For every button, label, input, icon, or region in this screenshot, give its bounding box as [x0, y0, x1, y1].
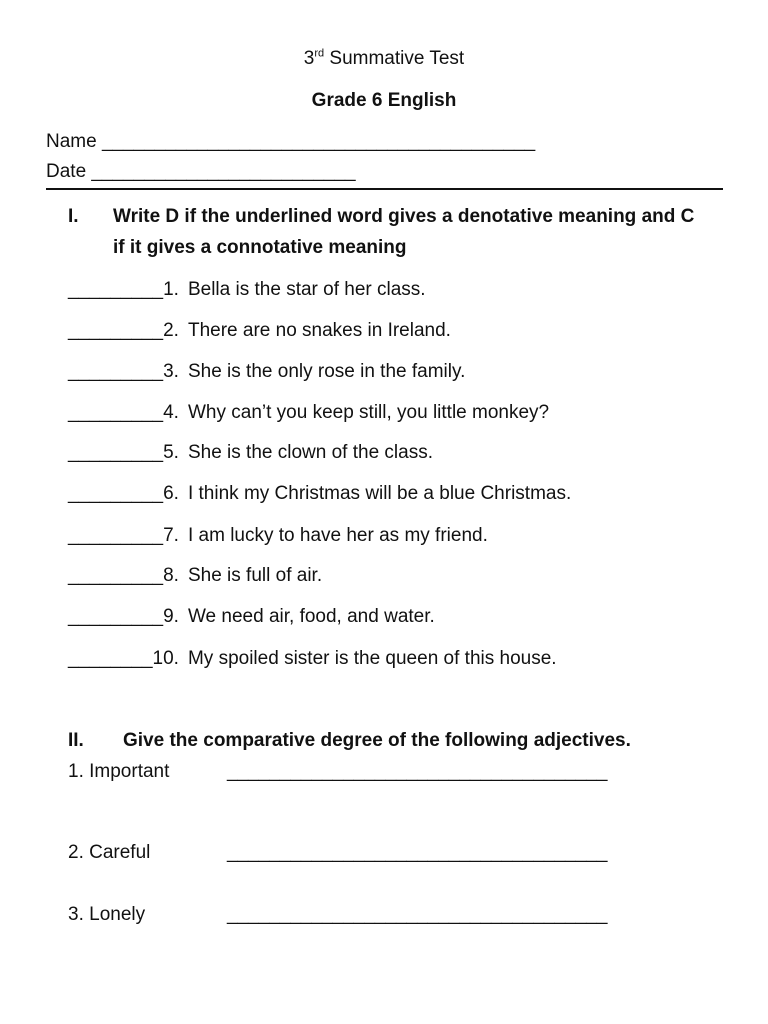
item-number: 1.: [163, 279, 179, 300]
name-line: _________________________________________: [101, 131, 536, 152]
answer-blank: _________: [68, 361, 164, 382]
date-line: _________________________: [91, 161, 356, 182]
item-text: We need air, food, and water.: [187, 606, 435, 627]
item-text: She is the clown of the class.: [187, 442, 433, 463]
title-number: 3: [303, 48, 315, 69]
adjective-item: [68, 904, 628, 928]
item-number: 7.: [163, 525, 179, 546]
section1-item: [68, 279, 426, 301]
item-number: 4.: [163, 402, 179, 423]
answer-line: ____________________________________: [227, 904, 608, 925]
adjective-item: [68, 761, 628, 785]
section1-item: [68, 361, 465, 383]
item-text: My spoiled sister is the queen of this house.: [187, 648, 557, 669]
answer-blank: ________: [68, 648, 153, 669]
answer-blank: _________: [68, 442, 164, 463]
name-field: [46, 131, 535, 153]
item-number: 9.: [163, 606, 179, 627]
item-text: She is the only rose in the family.: [187, 361, 466, 382]
section1-instruction-line1: Write D if the underlined word gives a denotative meaning and C: [113, 206, 695, 227]
item-number: 6.: [163, 483, 179, 504]
adjective-label: 1. Important: [68, 761, 170, 782]
section1-numeral: I.: [68, 206, 79, 227]
date-label: Date: [46, 161, 87, 182]
answer-line: ____________________________________: [227, 842, 608, 863]
item-number: 8.: [163, 565, 179, 586]
date-field: [46, 161, 356, 183]
item-number: 10.: [152, 648, 179, 669]
section1-instruction-line2: if it gives a connotative meaning: [113, 237, 407, 258]
item-number: 3.: [163, 361, 179, 382]
item-text: Bella is the star of her class.: [187, 279, 426, 300]
answer-blank: _________: [68, 525, 164, 546]
section1-item: [68, 525, 488, 547]
answer-blank: _________: [68, 483, 164, 504]
answer-blank: _________: [68, 402, 164, 423]
item-number: 5.: [163, 442, 179, 463]
section1-item: [68, 483, 571, 505]
answer-blank: _________: [68, 320, 164, 341]
section1-item: [68, 648, 557, 670]
answer-blank: _________: [68, 565, 164, 586]
header-divider: [46, 188, 723, 190]
section1-item: [68, 565, 322, 587]
item-text: Why can’t you keep still, you little monkey?: [187, 402, 550, 423]
adjective-item: [68, 842, 628, 866]
answer-line: ____________________________________: [227, 761, 608, 782]
adjective-label: 2. Careful: [68, 842, 151, 863]
title-ordinal: rd: [314, 47, 325, 60]
section1-item: [68, 606, 435, 628]
name-label: Name: [46, 131, 97, 152]
title-text: Summative Test: [324, 48, 465, 69]
item-text: There are no snakes in Ireland.: [187, 320, 451, 341]
section1-item: [68, 402, 549, 424]
adjective-label: 3. Lonely: [68, 904, 146, 925]
answer-blank: _________: [68, 606, 164, 627]
item-text: She is full of air.: [187, 565, 323, 586]
page-title: [0, 48, 768, 70]
section2-instruction: Give the comparative degree of the following adjectives.: [123, 730, 631, 751]
section1-item: [68, 442, 433, 464]
section2-numeral: II.: [68, 730, 84, 751]
page-subtitle: Grade 6 English: [311, 90, 457, 111]
item-text: I am lucky to have her as my friend.: [187, 525, 488, 546]
answer-blank: _________: [68, 279, 164, 300]
item-number: 2.: [163, 320, 179, 341]
section1-item: [68, 320, 451, 342]
item-text: I think my Christmas will be a blue Christmas.: [187, 483, 572, 504]
